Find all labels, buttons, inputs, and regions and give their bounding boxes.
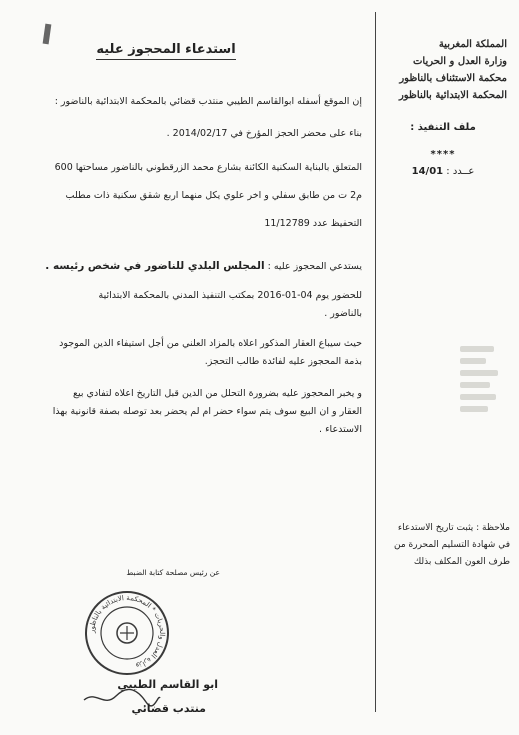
- paragraph-notice-line-1: و يخبر المحجوز عليه بضرورة التحلل من الدين قبل التاريخ اعلاه لتفادي بيع: [72, 388, 362, 399]
- note-line-3: طرف العون المكلف بذلك: [413, 557, 510, 567]
- paragraph-property-line-2: م2 ت من طابق سفلي و اخر علوي يكل منهما اربع شقق سكنية ذات مطلب: [65, 190, 362, 201]
- note-block: [382, 520, 510, 571]
- paragraph-attendance-line-1: للحضور يوم 04-01-2016 بمكتب التنفيذ المدني بالمحكمة الابتدائية: [98, 290, 362, 301]
- header-line-kingdom: المملكة المغربية: [438, 39, 507, 50]
- summoned-name: المجلس البلدي للناضور في شخص رئيسه .: [45, 260, 265, 272]
- paragraph-sale-line-2: بذمة المحجوز عليه لفائدة طالب التحجز.: [204, 356, 362, 367]
- note-line-2: في شهادة التسليم المحررة من: [393, 540, 510, 550]
- paragraph-summoned-party: [30, 256, 362, 277]
- court-stamp: [84, 590, 170, 676]
- header-line-appeal-court: محكمة الاستئناف بالناظور: [399, 73, 507, 84]
- header-line-first-instance-court: المحكمة الابتدائية بالناظور: [398, 90, 507, 101]
- file-number: 14/01: [411, 166, 444, 177]
- signatory-name: ابو القاسم الطيبي: [117, 678, 218, 691]
- stamp-ring-text: وزارة العدل والحريات * المحكمة الابتدائية بالناظور: [87, 593, 167, 671]
- file-number-label: عــدد :: [446, 166, 475, 177]
- header-line-ministry: وزارة العدل و الحريات: [413, 56, 507, 67]
- ink-mark: [43, 24, 52, 45]
- signatory-title: منتدب قضائي: [131, 702, 206, 715]
- document-title: استدعاء المحجوز عليه: [96, 42, 236, 60]
- paragraph-notice-line-2: العقار و ان البيع سوف يتم سواء حضر ام لم يحضر بعد توصله بصفة قانونية بهذا: [52, 406, 362, 417]
- summoned-label: يستدعي المحجوز عليه :: [267, 261, 362, 272]
- file-label: ملف التنفيذ :: [410, 122, 476, 133]
- signature-caption: عن رئيس مصلحة كتابة الضبط: [126, 568, 220, 577]
- institution-header: [377, 36, 507, 104]
- paragraph-notice-line-3: الاستدعاء .: [319, 424, 362, 435]
- file-stars: ****: [430, 149, 456, 160]
- paragraph-undersigned: إن الموقع أسفله ابوالقاسم الطيبي منتدب قضائي بالمحكمة الابتدائية بالناضور :: [54, 96, 362, 107]
- paragraph-property-line-1: المتعلق بالبناية السكنية الكائنة بشارع محمد الزرقطوني بالناضور مساحتها 600: [54, 162, 362, 173]
- vertical-divider: [375, 12, 376, 712]
- file-number-row: [388, 166, 498, 177]
- note-line-1: ملاحظة : يثبت تاريخ الاستدعاء: [397, 523, 510, 533]
- paragraph-attendance-line-2: بالناضور .: [324, 308, 362, 319]
- file-info: [388, 122, 498, 177]
- paragraph-property-line-3: التحفيظ عدد 11/12789: [264, 218, 362, 229]
- paragraph-seizure-report: بناء على محضر الحجز المؤرخ في 2014/02/17 .: [166, 128, 362, 139]
- paragraph-sale-line-1: حيث سيباع العقار المذكور اعلاه بالمزاد العلني من أجل استيفاء الدين الموجود: [59, 338, 362, 349]
- faded-text-area: [460, 340, 500, 460]
